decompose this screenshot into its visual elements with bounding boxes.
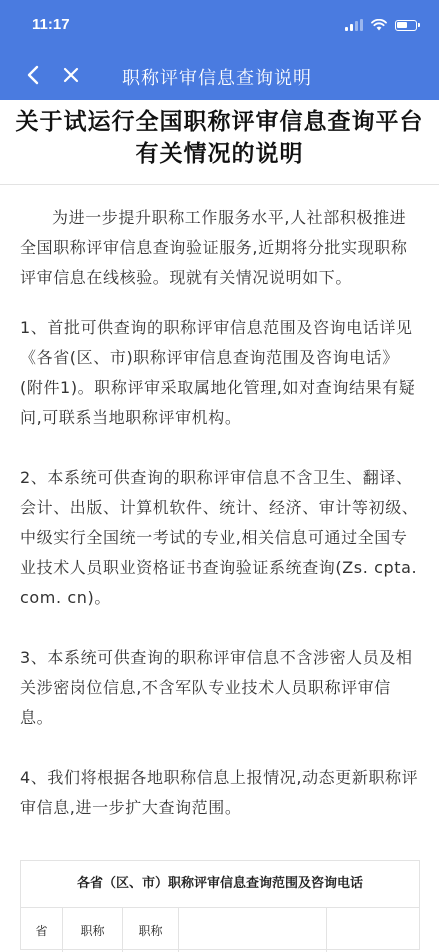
battery-icon xyxy=(395,20,417,31)
table-header-cell: 职称 xyxy=(63,908,123,952)
status-bar xyxy=(0,0,439,50)
close-icon xyxy=(62,66,80,84)
table-header-cell xyxy=(327,908,419,952)
table-header-cell: 省 xyxy=(21,908,63,952)
nav-bar xyxy=(0,50,439,100)
scope-table xyxy=(20,860,420,950)
item-3-paragraph: 3、本系统可供查询的职称评审信息不含涉密人员及相关涉密岗位信息,不含军队专业技术人员职称评审信息。 xyxy=(20,648,413,727)
status-icons xyxy=(345,18,417,32)
nav-title: 职称评审信息查询说明 xyxy=(122,68,312,89)
status-time: 11:17 xyxy=(32,16,70,33)
article-title: 关于试运行全国职称评审信息查询平台有关情况的说明 xyxy=(15,109,424,167)
table-caption: 各省（区、市）职称评审信息查询范围及咨询电话 xyxy=(21,861,419,908)
close-button[interactable] xyxy=(58,62,84,88)
article xyxy=(0,100,439,823)
intro-paragraph: 为进一步提升职称工作服务水平,人社部积极推进全国职称评审信息查询验证服务,近期将分批实现职称评审信息在线核验。现就有关情况说明如下。 xyxy=(20,208,408,287)
item-1-paragraph: 1、首批可供查询的职称评审信息范围及咨询电话详见《各省(区、市)职称评审信息查询范围及咨询电话》(附件1)。职称评审采取属地化管理,如对查询结果有疑问,可联系当地职称评审机构。 xyxy=(20,318,416,427)
table-header-row xyxy=(21,908,419,952)
wifi-icon xyxy=(371,19,387,31)
chevron-left-icon xyxy=(26,65,40,85)
divider xyxy=(0,184,439,185)
item-2-paragraph: 2、本系统可供查询的职称评审信息不含卫生、翻译、会计、出版、计算机软件、统计、经济、审计等初级、中级实行全国统一考试的专业,相关信息可通过全国专业技术人员职业资格证书查询验证系统查询(Zs. cpta. com. cn)。 xyxy=(20,468,419,607)
table-header-cell: 职称 xyxy=(123,908,179,952)
signal-icon xyxy=(345,19,363,31)
table-header-cell xyxy=(179,908,327,952)
item-4-paragraph: 4、我们将根据各地职称信息上报情况,动态更新职称评审信息,进一步扩大查询范围。 xyxy=(20,768,419,817)
back-button[interactable] xyxy=(20,62,46,88)
